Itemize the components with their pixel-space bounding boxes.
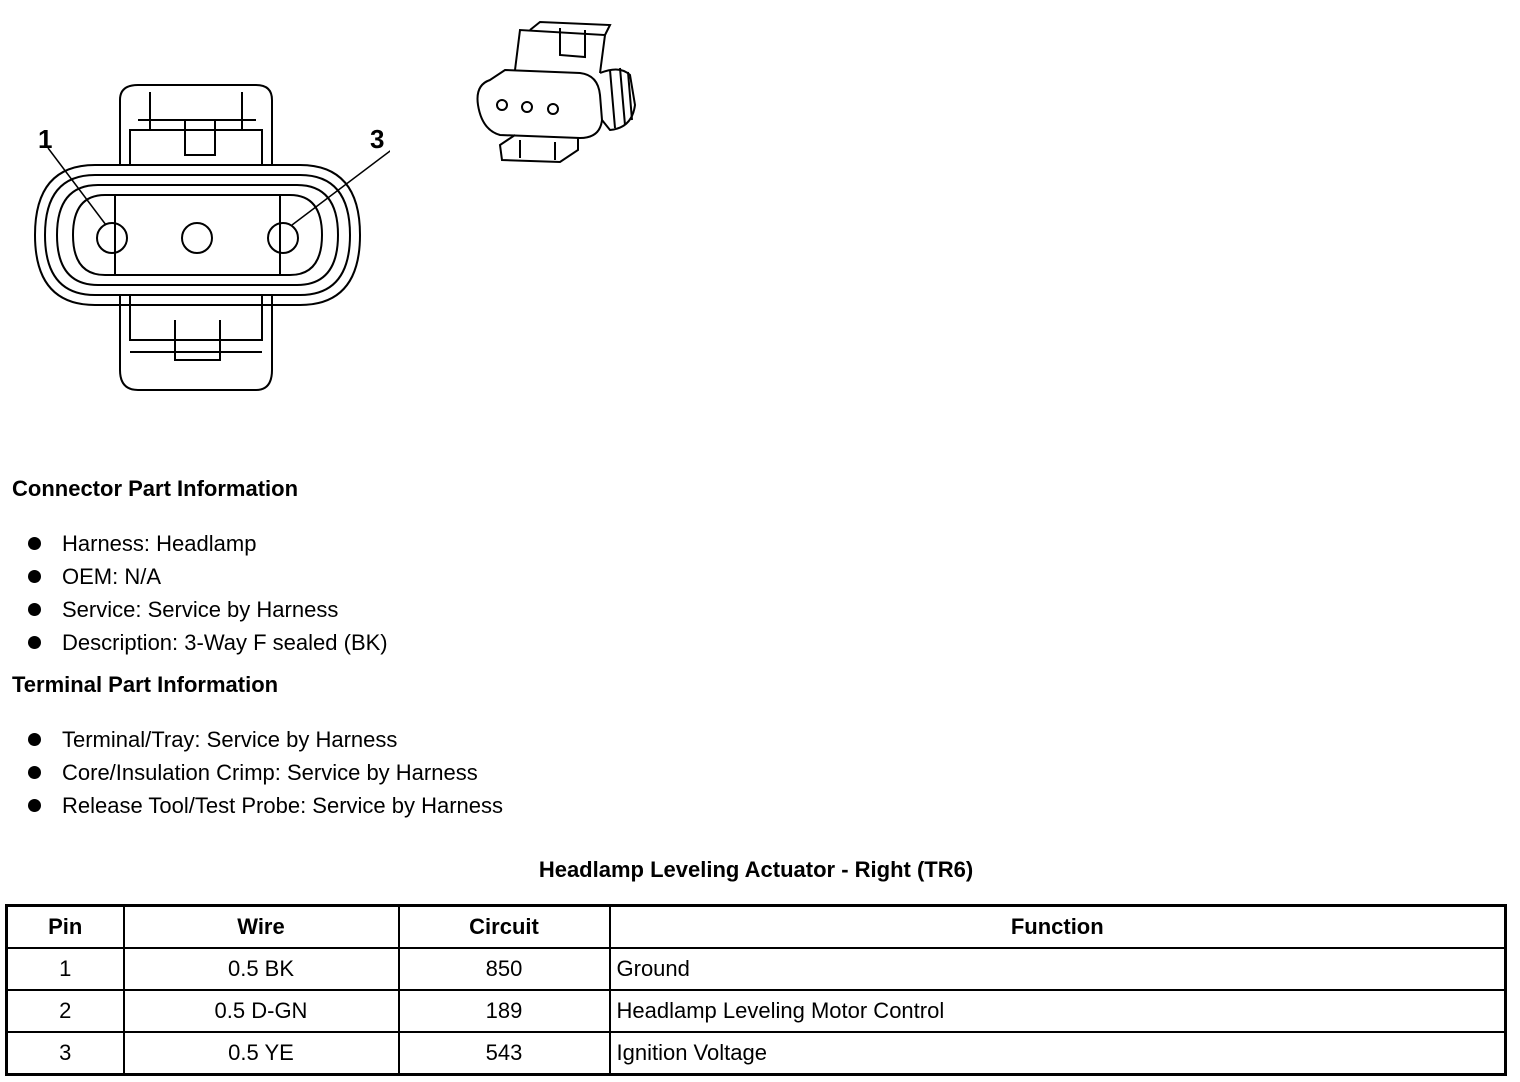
cell-wire: 0.5 BK bbox=[124, 948, 399, 990]
cell-pin: 1 bbox=[7, 948, 124, 990]
terminal-part-info-heading: Terminal Part Information bbox=[12, 672, 279, 697]
cell-function: Ground bbox=[610, 948, 1506, 990]
bullet-icon bbox=[28, 636, 41, 649]
connector-front-view-diagram bbox=[20, 70, 390, 400]
connector-isometric-diagram bbox=[460, 10, 650, 170]
header-circuit: Circuit bbox=[399, 906, 610, 949]
table-header-row bbox=[7, 906, 1506, 949]
list-item: Harness: Headlamp bbox=[28, 527, 388, 560]
cell-pin: 3 bbox=[7, 1032, 124, 1075]
bullet-icon bbox=[28, 537, 41, 550]
bullet-icon bbox=[28, 733, 41, 746]
pinout-table bbox=[5, 904, 1507, 1076]
table-title: Headlamp Leveling Actuator - Right (TR6) bbox=[538, 857, 974, 882]
list-item: Core/Insulation Crimp: Service by Harness bbox=[28, 756, 503, 789]
table-row bbox=[7, 948, 1506, 990]
connector-part-info-list bbox=[28, 527, 388, 659]
cell-wire: 0.5 YE bbox=[124, 1032, 399, 1075]
list-item: Terminal/Tray: Service by Harness bbox=[28, 723, 503, 756]
header-pin: Pin bbox=[7, 906, 124, 949]
cavity-2 bbox=[182, 223, 212, 253]
bullet-icon bbox=[28, 603, 41, 616]
bullet-icon bbox=[28, 799, 41, 812]
bullet-icon bbox=[28, 766, 41, 779]
cell-function: Ignition Voltage bbox=[610, 1032, 1506, 1075]
pin-1-callout: 1 bbox=[38, 124, 53, 154]
cell-circuit: 850 bbox=[399, 948, 610, 990]
cell-circuit: 543 bbox=[399, 1032, 610, 1075]
table-row bbox=[7, 990, 1506, 1032]
list-item: OEM: N/A bbox=[28, 560, 388, 593]
cavity-3 bbox=[268, 223, 298, 253]
terminal-part-info-list bbox=[28, 723, 503, 822]
list-item: Release Tool/Test Probe: Service by Harness bbox=[28, 789, 503, 822]
pin-3-callout: 3 bbox=[370, 124, 385, 154]
cell-pin: 2 bbox=[7, 990, 124, 1032]
header-wire: Wire bbox=[124, 906, 399, 949]
cell-circuit: 189 bbox=[399, 990, 610, 1032]
connector-part-info-heading: Connector Part Information bbox=[12, 476, 299, 501]
cell-function: Headlamp Leveling Motor Control bbox=[610, 990, 1506, 1032]
list-item: Description: 3-Way F sealed (BK) bbox=[28, 626, 388, 659]
header-function: Function bbox=[610, 906, 1506, 949]
list-item: Service: Service by Harness bbox=[28, 593, 388, 626]
bullet-icon bbox=[28, 570, 41, 583]
cavity-1 bbox=[97, 223, 127, 253]
table-row bbox=[7, 1032, 1506, 1075]
cell-wire: 0.5 D-GN bbox=[124, 990, 399, 1032]
